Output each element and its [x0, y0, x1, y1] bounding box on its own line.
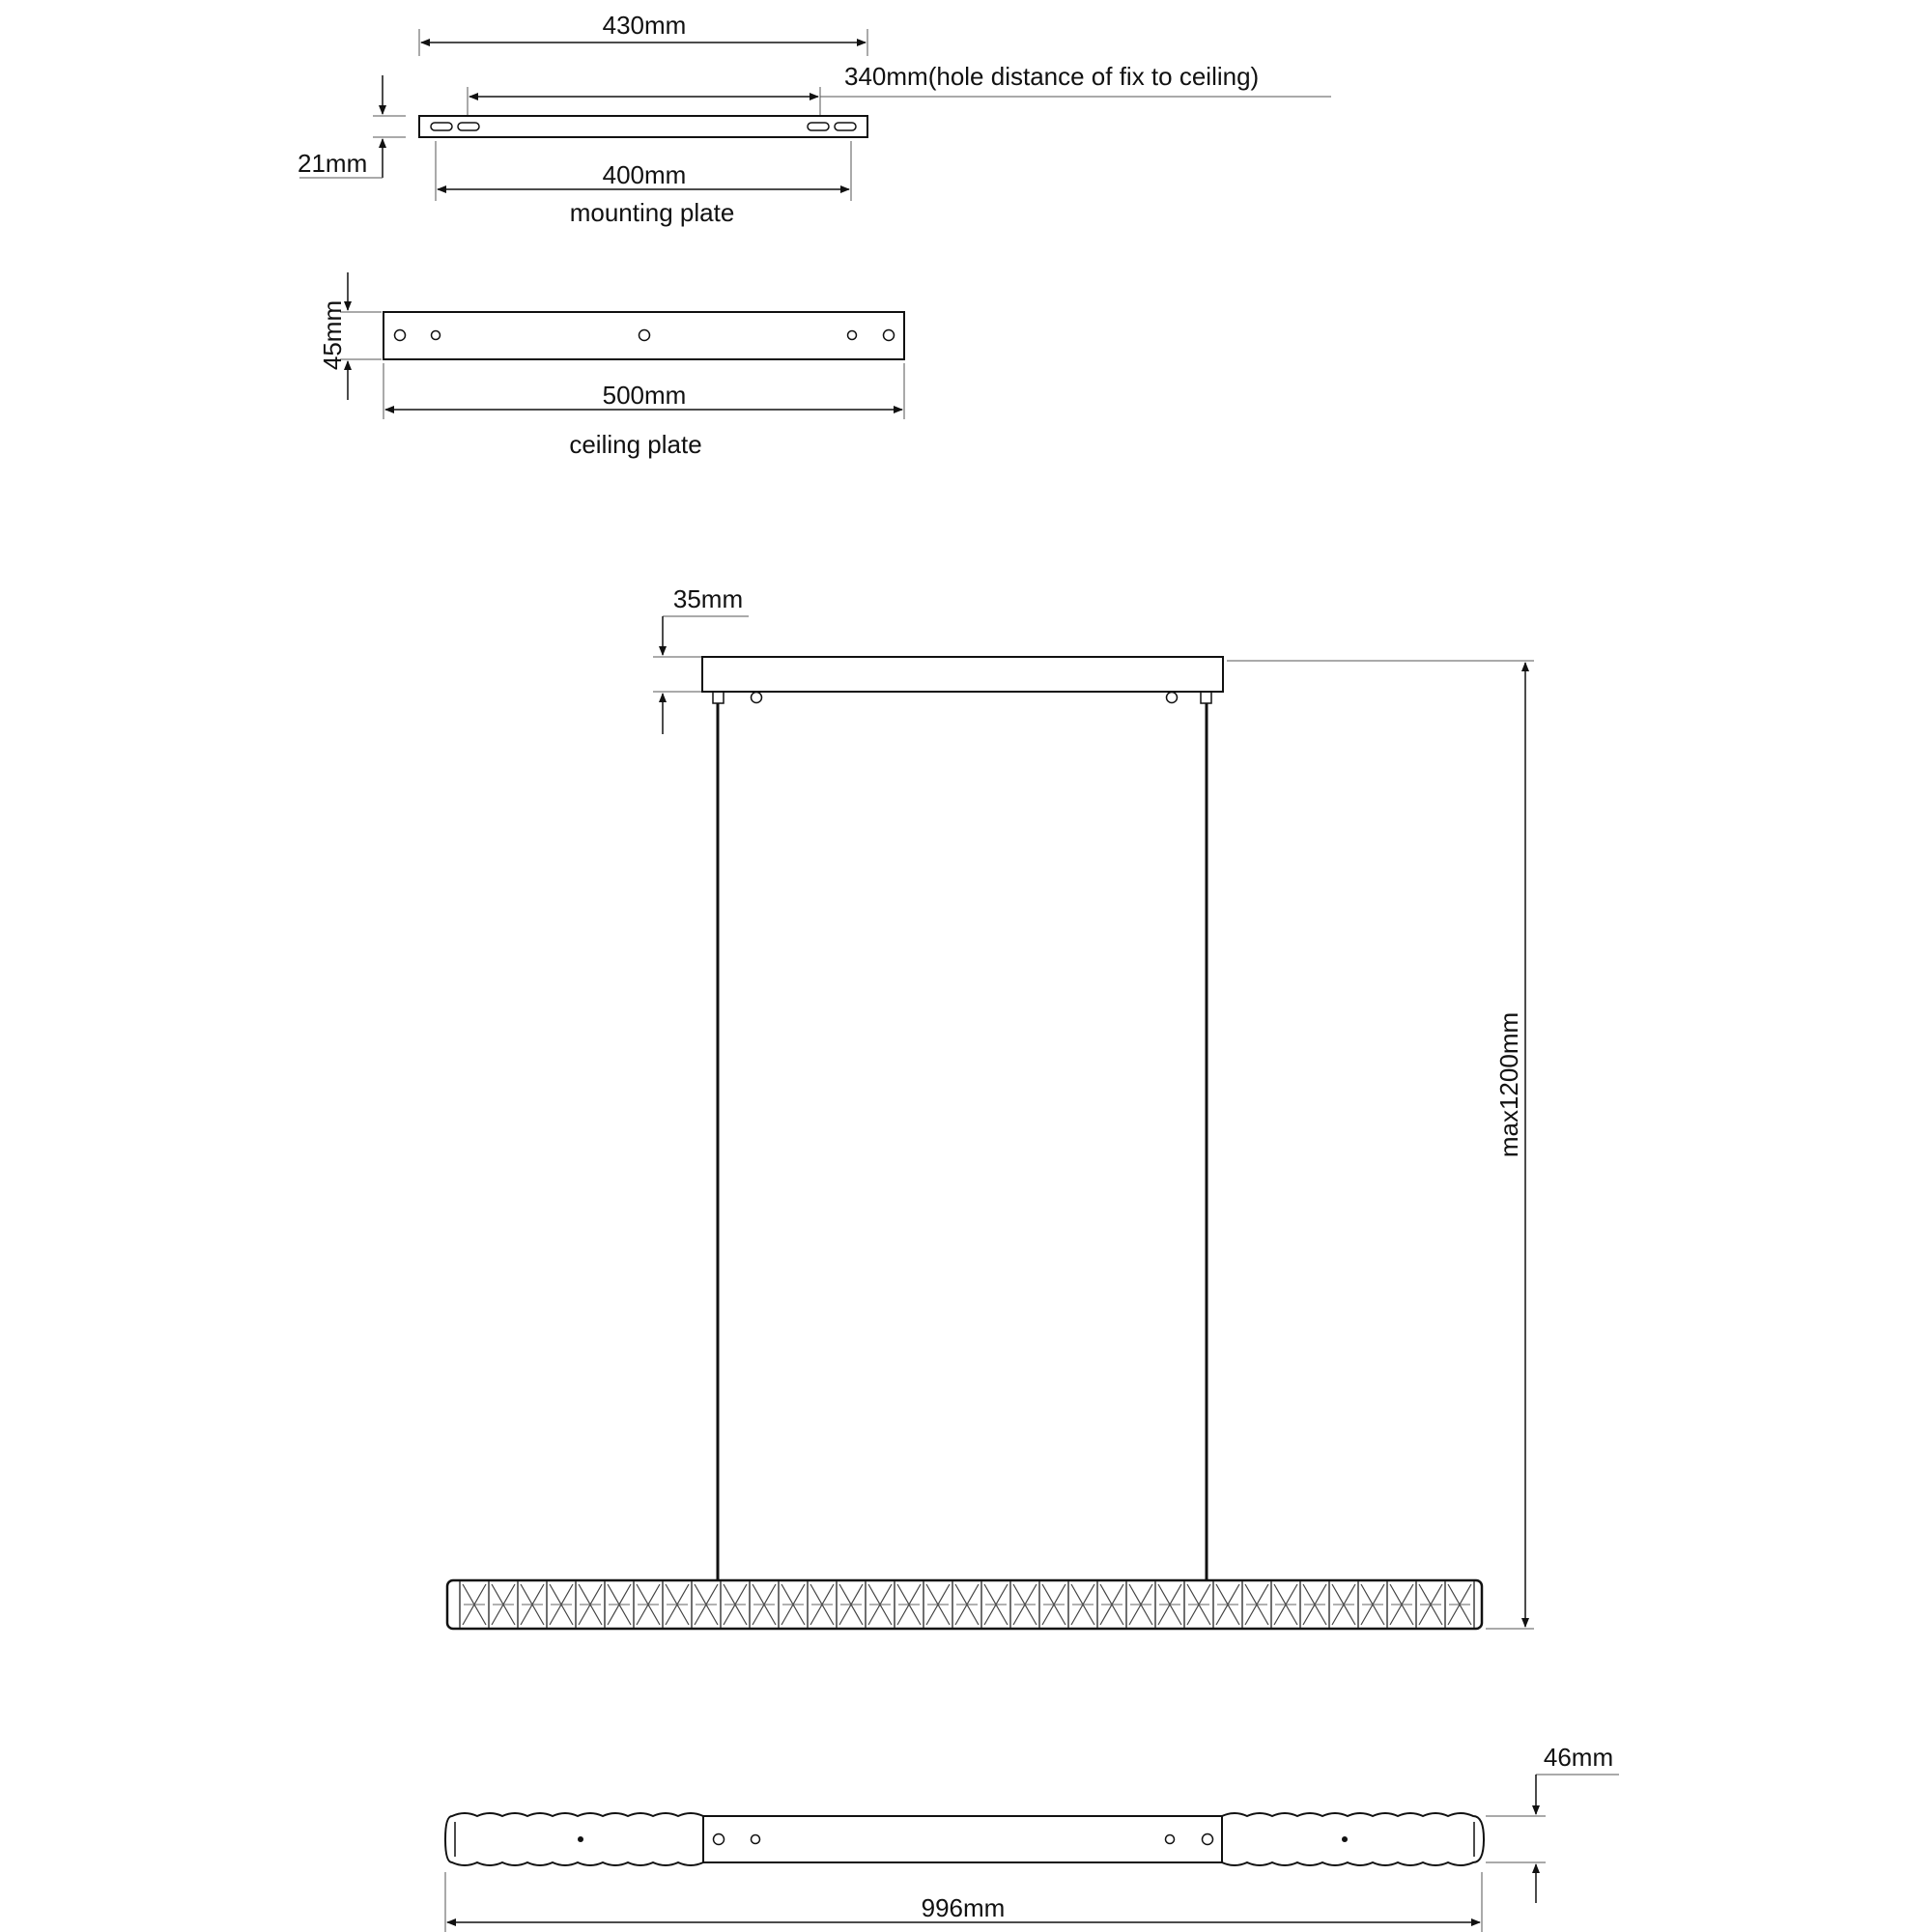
ceiling-plate-title: ceiling plate: [569, 430, 702, 459]
mounting-plate-inner-label: 400mm: [602, 160, 687, 189]
ceiling-plate-drawing: [318, 272, 904, 459]
ceiling-plate-height-label: 45mm: [318, 299, 347, 371]
mounting-plate-drawing: [298, 11, 1331, 227]
mounting-plate-title: mounting plate: [569, 198, 735, 227]
max-drop-label: max1200mm: [1494, 1011, 1523, 1158]
mounting-plate-length-label: 430mm: [602, 11, 687, 40]
overall-length-label: 996mm: [921, 1893, 1006, 1922]
ceiling-plate-length-label: 500mm: [602, 381, 687, 410]
hole-distance-label: 340mm(hole distance of fix to ceiling): [844, 62, 1260, 91]
front-view-drawing: [447, 584, 1534, 1629]
bar-height-label: 46mm: [1543, 1743, 1614, 1772]
mounting-plate-height-label: 21mm: [298, 149, 368, 178]
canopy-height-label: 35mm: [672, 584, 744, 613]
bottom-view-drawing: [445, 1743, 1619, 1932]
